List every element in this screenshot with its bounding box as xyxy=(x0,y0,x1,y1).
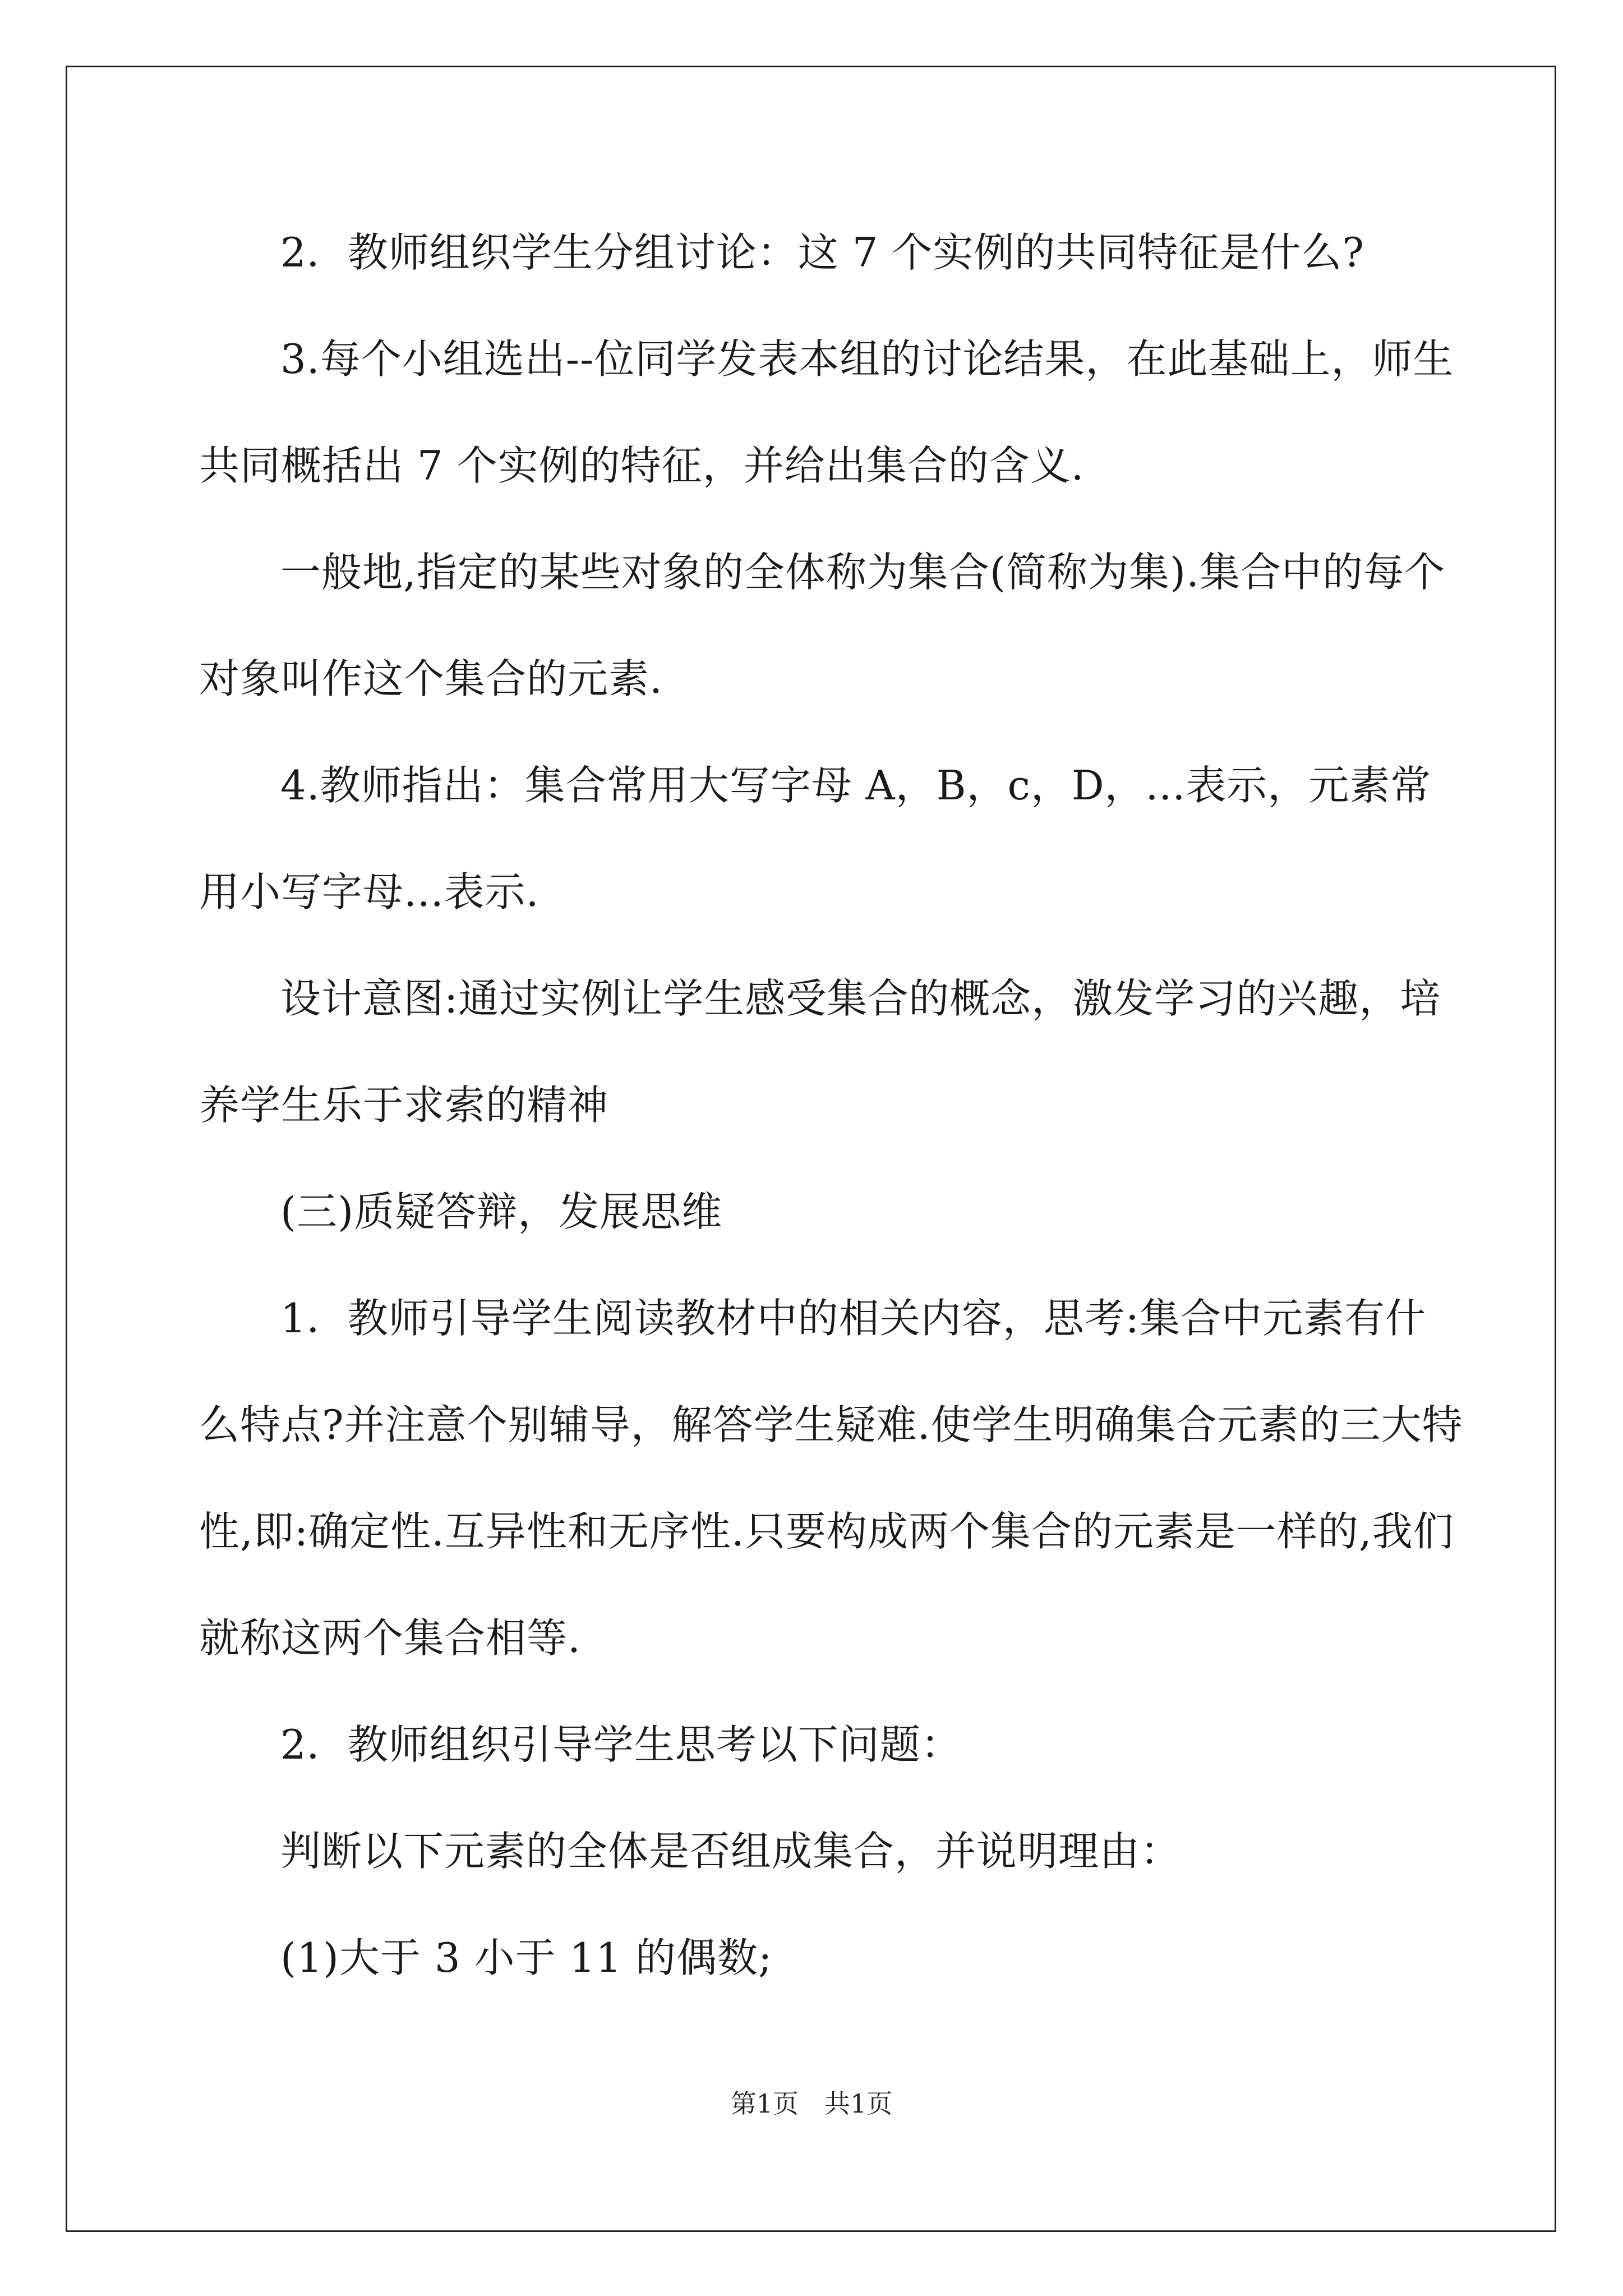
paragraph-10: (1)大于 3 小于 11 的偶数; xyxy=(280,1934,773,1981)
paragraph-1: 2．教师组织学生分组讨论：这 7 个实例的共同特征是什么? xyxy=(280,229,1364,276)
paragraph-5: 设计意图:通过实例让学生感受集合的概念，激发学习的兴趣，培养学生乐于求索的精神 xyxy=(199,975,1441,1129)
paragraph-2: 3.每个小组选出--位同学发表本组的讨论结果，在此基础上，师生共同概括出 7 个实例的特征，并给出集合的含义. xyxy=(199,335,1454,489)
page-footer: 第1页 共1页 xyxy=(730,2088,893,2119)
paragraph-6: (三)质疑答辩，发展思维 xyxy=(280,1188,723,1235)
paragraph-9: 判断以下元素的全体是否组成集合，并说明理由： xyxy=(280,1828,1182,1875)
paragraph-7: 1．教师引导学生阅读教材中的相关内容，思考:集合中元素有什么特点?并注意个别辅导，解答学生疑难.使学生明确集合元素的三大特性,即:确定性.互异性和无序性.只要构成两个集合的元素是一样的,我们就称这两个集合相等. xyxy=(199,1295,1463,1662)
paragraph-8: 2．教师组织引导学生思考以下问题： xyxy=(280,1721,962,1768)
paragraph-4: 4.教师指出：集合常用大写字母 A，B，c，D，...表示，元素常用小写字母...表示. xyxy=(199,762,1432,915)
paragraph-3: 一般地,指定的某些对象的全体称为集合(简称为集).集合中的每个对象叫作这个集合的元素. xyxy=(199,549,1445,702)
